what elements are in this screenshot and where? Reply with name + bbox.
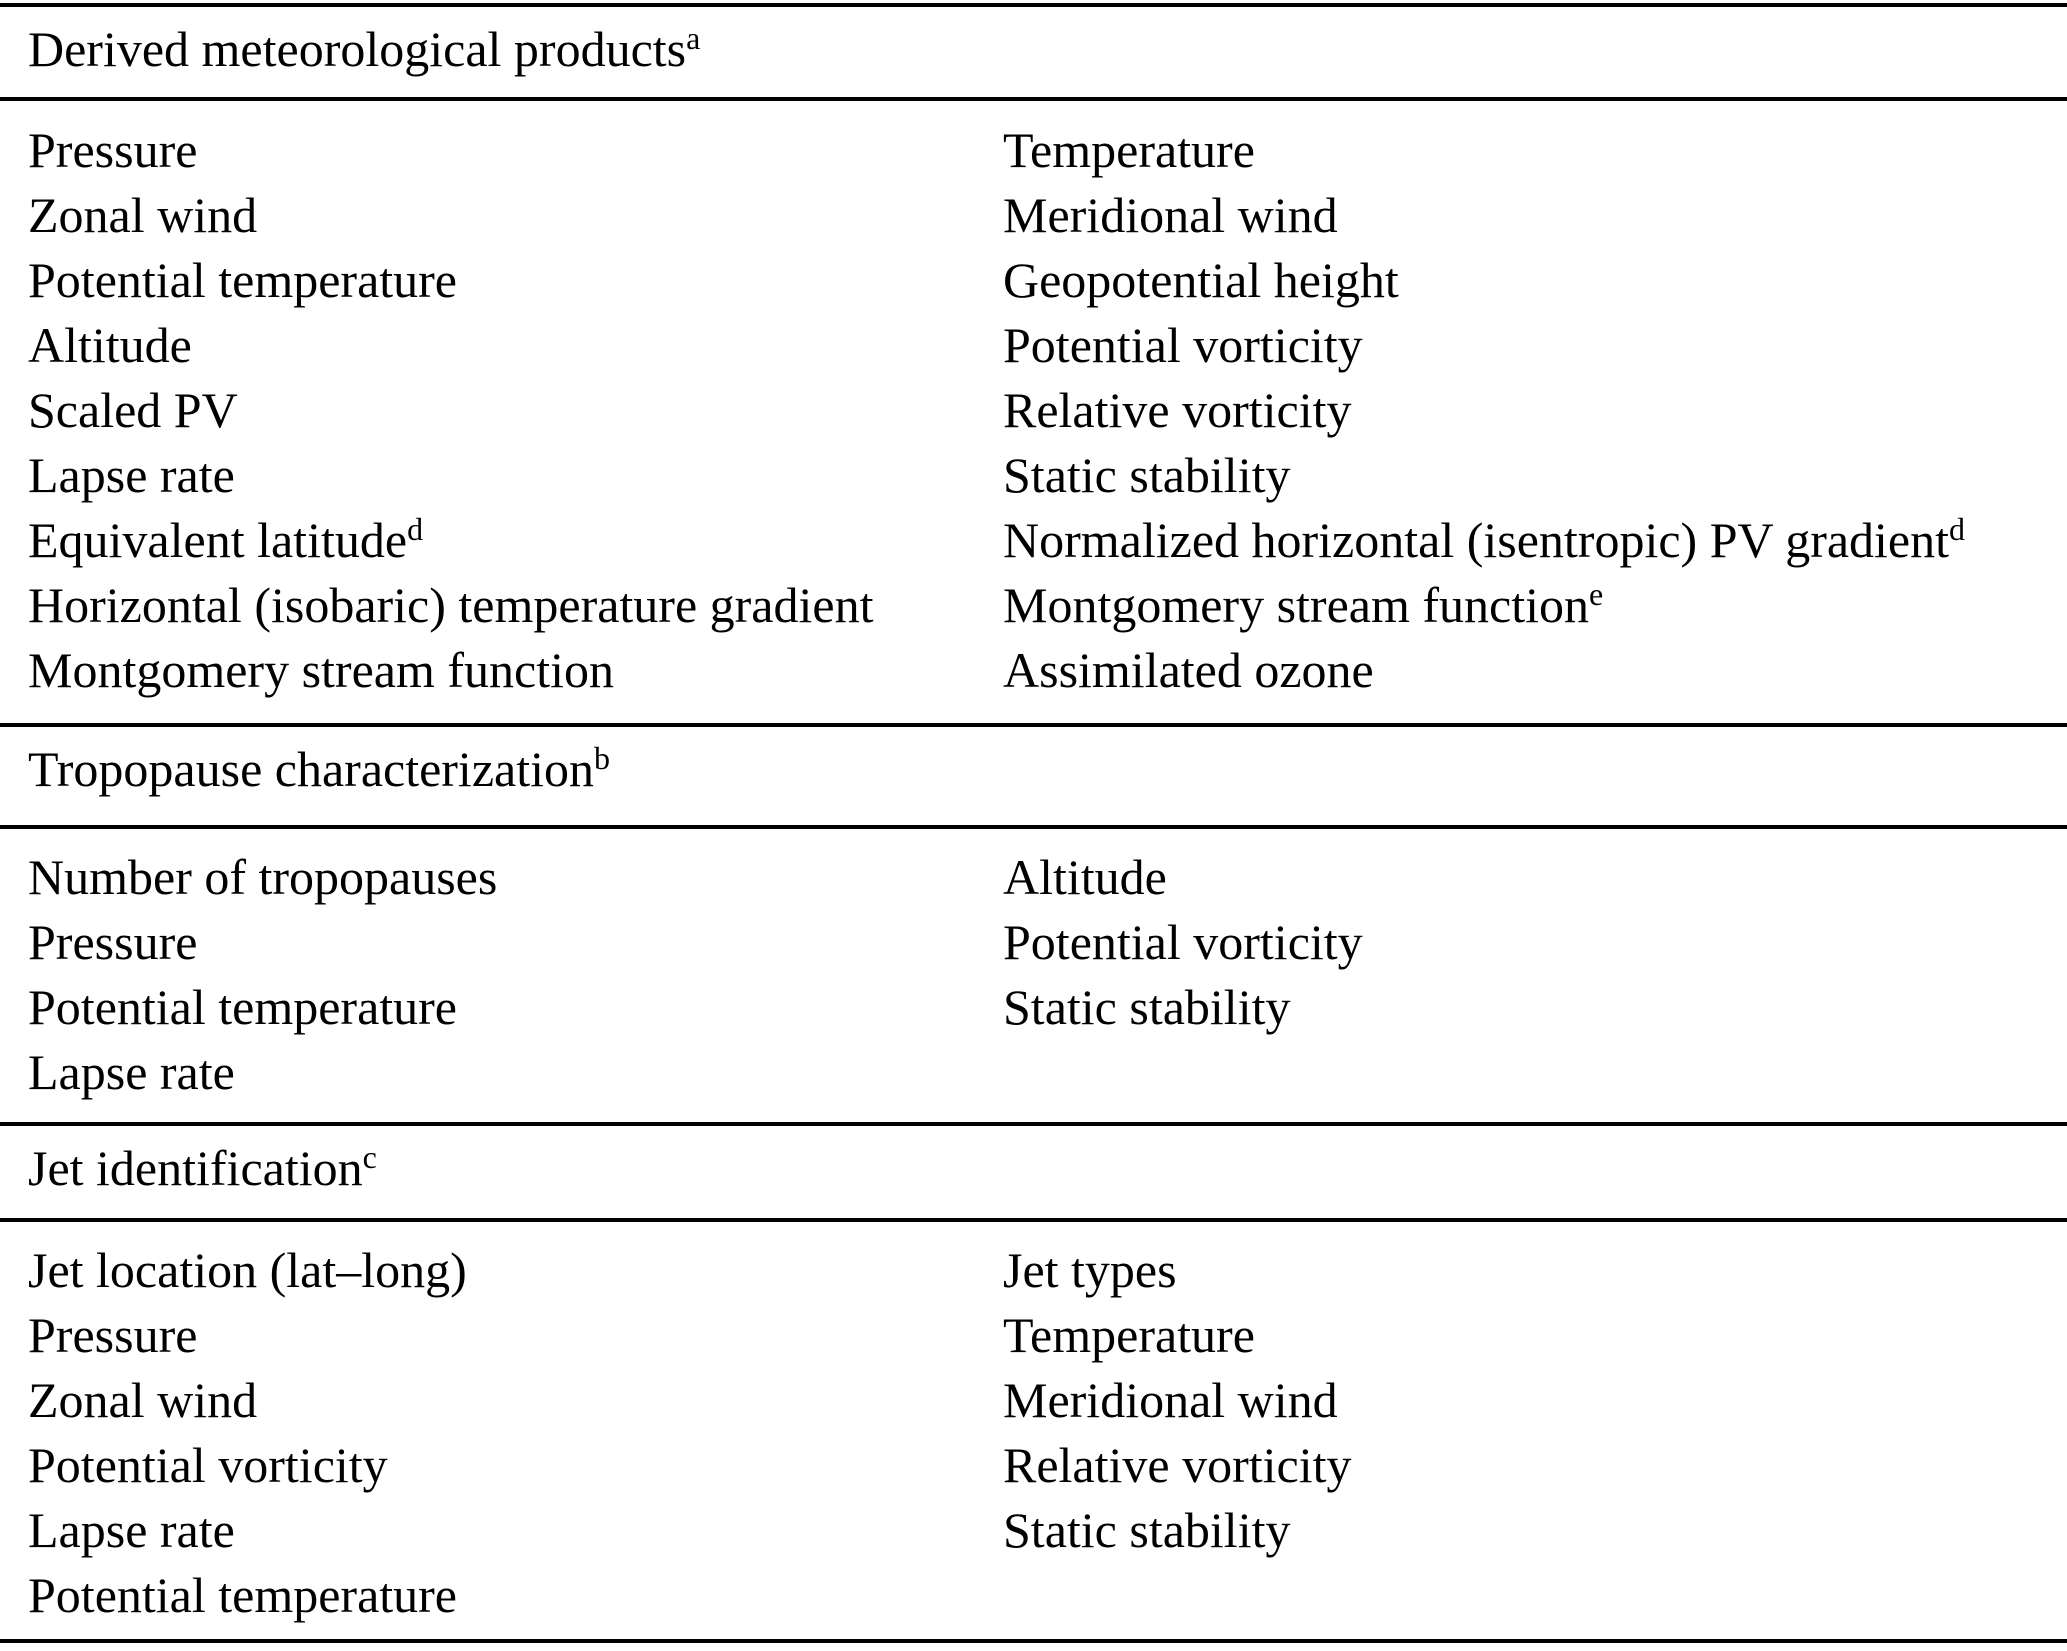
cell-text: Geopotential height — [1003, 252, 1399, 308]
table-cell-right — [1003, 1303, 2057, 1368]
table-cell-left — [28, 1040, 1003, 1105]
cell-text: Relative vorticity — [1003, 382, 1352, 438]
table-cell-right — [1003, 910, 2057, 975]
cell-text: Static stability — [1003, 447, 1291, 503]
cell-text: Potential temperature — [28, 252, 458, 308]
table-cell-left — [28, 1238, 1003, 1303]
table-cell-left — [28, 443, 1003, 508]
table-cell-right — [1003, 443, 2057, 508]
cell-text: Relative vorticity — [1003, 1437, 1352, 1493]
section-footnote-marker: b — [594, 740, 610, 777]
table-cell-left — [28, 1433, 1003, 1498]
section-header-1 — [0, 727, 2067, 825]
section-title: Jet identification — [28, 1140, 363, 1196]
section-header-0 — [0, 7, 2067, 97]
footnote-marker: e — [1589, 576, 1604, 613]
cell-text: Assimilated ozone — [1003, 642, 1374, 698]
cell-text: Jet types — [1003, 1242, 1177, 1298]
table-cell-left — [28, 508, 1003, 573]
section-rows-2 — [0, 1222, 2067, 1639]
cell-text: Potential temperature — [28, 1567, 458, 1623]
table-cell-left — [28, 248, 1003, 313]
cell-text: Pressure — [28, 914, 198, 970]
cell-text: Zonal wind — [28, 187, 258, 243]
cell-text: Montgomery stream function — [28, 642, 614, 698]
section-title: Tropopause characterization — [28, 741, 594, 797]
cell-text: Number of tropopauses — [28, 849, 498, 905]
table-cell-left — [28, 1368, 1003, 1433]
table-cell-left — [28, 845, 1003, 910]
cell-text: Temperature — [1003, 1307, 1255, 1363]
table-cell-left — [28, 1303, 1003, 1368]
cell-text: Horizontal (isobaric) temperature gradient — [28, 577, 874, 633]
cell-text: Potential vorticity — [1003, 914, 1363, 970]
cell-text: Potential temperature — [28, 979, 458, 1035]
section-header-2 — [0, 1126, 2067, 1218]
cell-text: Altitude — [1003, 849, 1167, 905]
cell-text: Lapse rate — [28, 1502, 235, 1558]
table-cell-left — [28, 313, 1003, 378]
table-cell-right — [1003, 118, 2057, 183]
table-cell-right — [1003, 508, 2057, 573]
section-title: Derived meteorological products — [28, 21, 687, 77]
table-cell-right — [1003, 1040, 2057, 1105]
cell-text: Jet location (lat–long) — [28, 1242, 467, 1298]
rule-bottom — [0, 1639, 2067, 1643]
table-cell-right — [1003, 248, 2057, 313]
cell-text: Normalized horizontal (isentropic) PV gradient — [1003, 512, 1950, 568]
table-cell-left — [28, 573, 1003, 638]
footnote-marker: d — [407, 511, 424, 548]
table-cell-right — [1003, 1498, 2057, 1563]
table-cell-right — [1003, 1238, 2057, 1303]
cell-text: Static stability — [1003, 979, 1291, 1035]
table-cell-left — [28, 118, 1003, 183]
table-cell-left — [28, 910, 1003, 975]
cell-text: Lapse rate — [28, 1044, 235, 1100]
table-cell-right — [1003, 573, 2057, 638]
cell-text: Meridional wind — [1003, 1372, 1338, 1428]
cell-text: Equivalent latitude — [28, 512, 408, 568]
table-cell-right — [1003, 1368, 2057, 1433]
table-cell-left — [28, 975, 1003, 1040]
table-cell-right — [1003, 1563, 2057, 1628]
cell-text: Potential vorticity — [28, 1437, 388, 1493]
cell-text: Scaled PV — [28, 382, 238, 438]
cell-text: Lapse rate — [28, 447, 235, 503]
table-cell-left — [28, 1498, 1003, 1563]
table-cell-right — [1003, 638, 2057, 703]
cell-text: Meridional wind — [1003, 187, 1338, 243]
table-cell-right — [1003, 183, 2057, 248]
cell-text: Potential vorticity — [1003, 317, 1363, 373]
section-rows-0 — [0, 101, 2067, 723]
table-cell-right — [1003, 975, 2057, 1040]
table-cell-right — [1003, 378, 2057, 443]
table-cell-left — [28, 183, 1003, 248]
cell-text: Montgomery stream function — [1003, 577, 1589, 633]
cell-text: Pressure — [28, 1307, 198, 1363]
cell-text: Pressure — [28, 122, 198, 178]
table-cell-left — [28, 638, 1003, 703]
table-cell-left — [28, 1563, 1003, 1628]
section-footnote-marker: a — [686, 20, 701, 57]
table-cell-right — [1003, 845, 2057, 910]
cell-text: Zonal wind — [28, 1372, 258, 1428]
section-footnote-marker: c — [362, 1139, 377, 1176]
footnote-marker: d — [1949, 511, 1966, 548]
cell-text: Static stability — [1003, 1502, 1291, 1558]
table-cell-right — [1003, 313, 2057, 378]
table-cell-left — [28, 378, 1003, 443]
cell-text: Altitude — [28, 317, 192, 373]
section-rows-1 — [0, 829, 2067, 1122]
cell-text: Temperature — [1003, 122, 1255, 178]
table-cell-right — [1003, 1433, 2057, 1498]
